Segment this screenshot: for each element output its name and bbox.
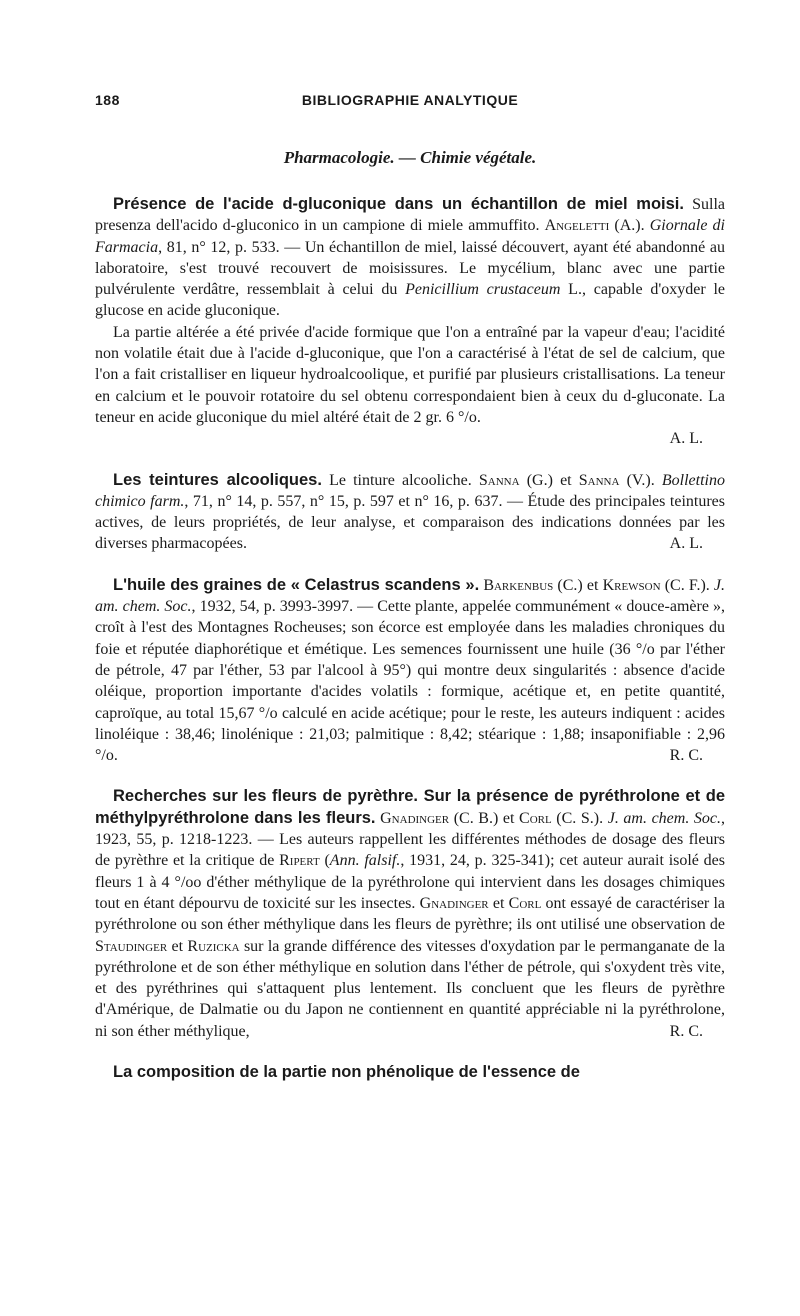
entry-text: ont essayé de caractériser la pyréthrolone ou son éther méthylique dans les fleurs de pyrèthre; ils ont utilisé une observation de — [95, 894, 726, 934]
author-name: Ripert — [279, 852, 320, 870]
entry-pyrethre — [95, 786, 725, 1042]
running-title: BIBLIOGRAPHIE ANALYTIQUE — [301, 92, 519, 108]
journal-name: Ann. falsif. — [329, 852, 401, 870]
entry-title: Présence de l'acide d-gluconique dans un échantillon de miel moisi. — [113, 195, 684, 213]
entry-paragraph — [95, 470, 725, 555]
entry-text: (V.). — [619, 471, 662, 489]
author-name: Sanna — [578, 471, 620, 489]
author-signature: A. L. — [669, 535, 703, 553]
entry-text: (C. S.). — [551, 809, 608, 827]
author-signature: R. C. — [669, 1022, 703, 1040]
author-name: Corl — [519, 809, 552, 827]
entry-text: (G.) et — [519, 471, 579, 489]
entry-text: (C. F.). — [660, 576, 714, 594]
author-name: Barkenbus — [483, 576, 554, 594]
entry-essence — [95, 1062, 725, 1083]
entry-teintures — [95, 470, 725, 555]
species-name: Penicillium crustaceum — [405, 281, 561, 299]
entry-gluconique — [95, 194, 725, 450]
entry-text: et — [488, 894, 509, 912]
entry-text: Le tinture alcooliche. — [321, 471, 479, 489]
entry-paragraph — [95, 1062, 725, 1083]
entry-text: Sulla presenza dell'acido d-gluconico in un campione di miele ammuffito. — [95, 196, 725, 235]
author-name: Angeletti — [544, 217, 610, 235]
author-name: Krewson — [602, 576, 661, 594]
author-name: Gnadinger — [419, 894, 489, 912]
entry-text: et — [167, 937, 188, 955]
entry-text: L., capable d'oxyder le glucose en acide gluconique. — [95, 281, 726, 320]
entry-text: (C. B.) et — [449, 809, 520, 827]
entry-paragraph: La partie altérée a été privée d'acide formique que l'on a entraîné par la vapeur d'eau; l'acidité non volatile était due à l'acide d-gluconique, que l'on a caractérisé à l'état de sel de calcium, que l'on a fait cristalliser en liqueur hydroalcoolique, et purifié par plusieurs cristallisations. La teneur en calcium et le pouvoir rotatoire du sel obtenu correspondaient bien à ceux du d-gluconate. La teneur en acide gluconique du miel altéré était de 2 gr. 6 °/o. — [95, 323, 725, 426]
entry-paragraph — [95, 786, 725, 1042]
author-name: Corl — [508, 894, 542, 912]
author-signature: R. C. — [669, 747, 703, 765]
entry-text: (C.) et — [553, 576, 603, 594]
entry-text: , 1923, 55, p. 1218-1223. — Les auteurs rappellent les différentes méthodes de dosage des fleurs de pyrèthre et la critique de — [95, 809, 726, 870]
entry-paragraph — [95, 575, 725, 767]
journal-name: Bollettino chimico farm. — [95, 471, 725, 510]
section-heading: Pharmacologie. — Chimie végétale. — [283, 148, 537, 167]
page — [95, 92, 725, 1083]
entry-title: L'huile des graines de « Celastrus scandens ». — [113, 575, 480, 594]
entry-title: La composition de la partie non phénolique de l'essence de — [113, 1062, 580, 1081]
entry-text: , 71, n° 14, p. 557, n° 15, p. 597 et n° 16, p. 637. — Étude des principales teintures actives, de leurs propriétés, de leur analyse, et comparaison des indications données par les diverses pharmacopées. — [95, 492, 726, 553]
journal-name: Giornale di Farmacia — [95, 217, 725, 256]
author-name: Gnadinger — [380, 809, 450, 827]
entry-text: ( — [319, 852, 330, 870]
author-name: Staudinger — [95, 937, 168, 955]
journal-name: J. am. chem. Soc. — [95, 576, 726, 616]
journal-name: J. am. chem. Soc. — [607, 809, 722, 827]
entry-title: Les teintures alcooliques. — [113, 470, 322, 489]
entry-text: sur la grande différence des vitesses d'oxydation par le permanganate de la pyréthrolone et de son éther méthylique en solution dans l'éther de pétrole, qui s'oxydent très vite, et des pyréthrines qui s'attaquent plus lentement. Ils concluent que les fleurs de pyrèthre d'Amérique, de Dalmatie ou du Japon ne contiennent en quantité appréciable ni la pyréthrolone, ni son éther méthylique, — [95, 937, 726, 1040]
entry-text: , 1931, 24, p. 325-341); cet auteur aurait isolé des fleurs 1 à 4 °/oo d'éther méthylique de la pyréthrolone qui intervient dans les dosages chimiques tout en étant dépourvu de toxicité sur les insectes. — [95, 852, 726, 912]
entry-celastrus — [95, 575, 725, 767]
running-header — [95, 92, 725, 114]
entry-paragraph — [95, 194, 725, 322]
author-name: Sanna — [478, 471, 520, 489]
page-number: 188 — [95, 92, 120, 108]
author-name: Ruzicka — [187, 937, 240, 955]
entry-title: Recherches sur les fleurs de pyrèthre. Sur la présence de pyréthrolone et de méthylpyréthrolone dans les fleurs. — [95, 787, 725, 827]
entry-text: (A.). — [609, 217, 650, 235]
entry-text: , 81, n° 12, p. 533. — Un échantillon de miel, laissé découvert, ayant été abandonné au laboratoire, s'est trouvé recouvert de moisissures. Le mycélium, blanc avec une partie pulvérulente verdâtre, ressemblait à celui du — [95, 238, 725, 299]
author-signature: A. L. — [669, 430, 703, 448]
entry-text: , 1932, 54, p. 3993-3997. — Cette plante, appelée communément « douce-amère », croît à l'est des Montagnes Rocheuses; son écorce est employée dans les maladies chroniques du foie et réputée diaphorétique et émétique. Les semences fournissent une huile (36 °/o par l'éther de pétrole, 47 par l'éther, 53 par l'alcool à 95°) qui montre deux singularités : absence d'acide oléique, proportion importante d'acides volatils : formique, acétique et, en petite quantité, caproïque, au total 15,67 °/o calculé en acide acétique; pour le reste, les auteurs indiquent : acides linoléique : 38,46; linolénique : 21,03; palmitique : 8,42; stéarique : 1,88; insaponifiable : 2,96 °/o. — [95, 598, 726, 765]
